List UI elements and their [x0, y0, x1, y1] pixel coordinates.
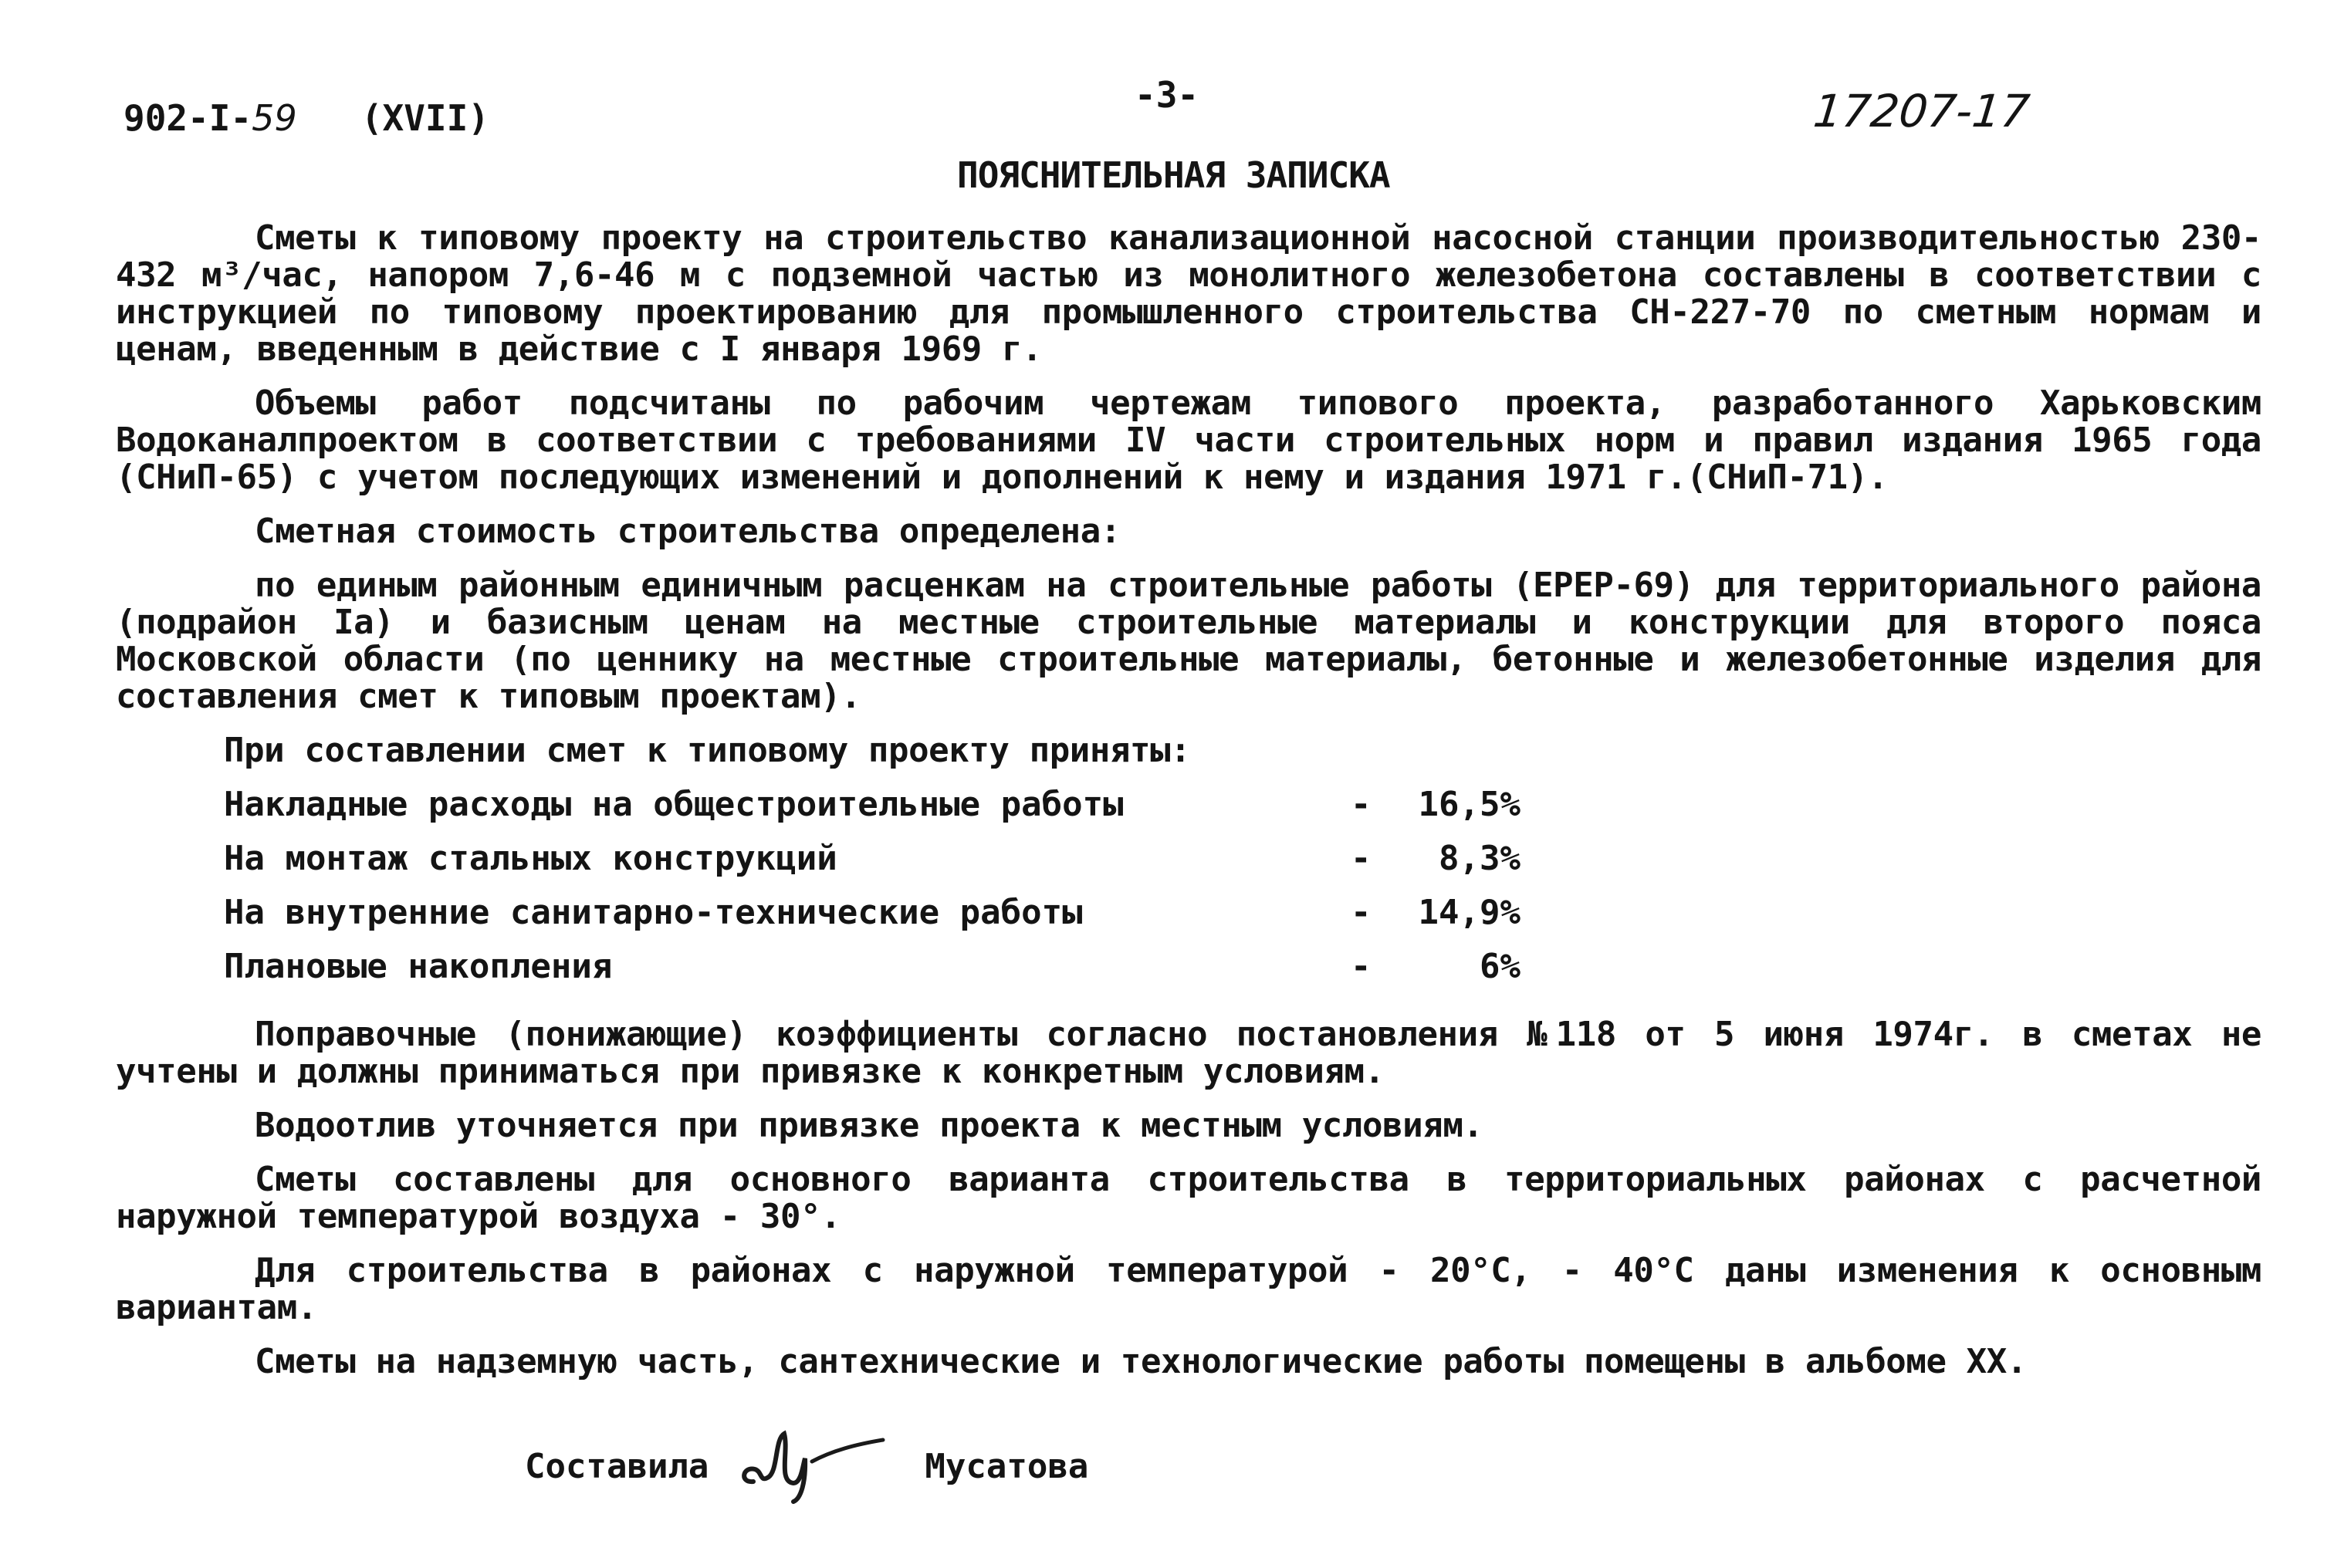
- signature-label: Составила: [525, 1446, 709, 1486]
- paragraph-9: Для строительства в районах с наружной температурой - 20°С, - 40°С даны изменения к основным вариантам.: [116, 1251, 2261, 1327]
- paragraph-7: Водоотлив уточняется при привязке проекта к местным условиям.: [255, 1106, 1483, 1145]
- project-code: [123, 97, 489, 139]
- rate-value: 6%: [1480, 947, 1520, 986]
- rate-row: [224, 894, 2261, 948]
- page-number: -3-: [1135, 74, 1199, 116]
- paragraph-1: Сметы к типовому проекту на строительство канализационной насосной станции производительностью 230-432 м³/час, напором 7,6-46 м с подземной частью из монолитного железобетона составлены в соответствии с инструкцией по типовому проектированию для промышленного строительства СН-227-70 по сметным нормам и ценам, введенным в действие с I января 1969 г.: [116, 218, 2261, 369]
- rate-value: 16,5%: [1418, 785, 1520, 824]
- rate-row: [224, 786, 2261, 840]
- rate-row: [224, 948, 2261, 1002]
- paragraph-5: При составлении смет к типовому проекту приняты:: [224, 731, 1191, 770]
- paragraph-4: по единым районным единичным расценкам на строительные работы (ЕРЕР-69) для территориального района (подрайон Iа) и базисным ценам на местные строительные материалы и конструкции для второго пояса Московской области (по ценнику на местные строительные материалы, бетонные и железобетонные изделия для составления смет к типовым проектам).: [116, 566, 2261, 716]
- project-code-number: 59: [252, 97, 297, 139]
- rate-value: 8,3%: [1439, 839, 1520, 878]
- rate-label: На монтаж стальных конструкций: [224, 839, 837, 878]
- explanatory-note-body: [116, 220, 2261, 1397]
- rate-dash: -: [1351, 839, 1372, 878]
- rate-dash: -: [1351, 893, 1372, 932]
- paragraph-3: Сметная стоимость строительства определена:: [255, 512, 1121, 551]
- rate-row: [224, 840, 2261, 894]
- rate-dash: -: [1351, 947, 1372, 986]
- rate-label: На внутренние санитарно-технические работы: [224, 893, 1083, 932]
- rate-value: 14,9%: [1418, 893, 1520, 932]
- volume-number: (XVII): [360, 97, 489, 139]
- rate-label: Накладные расходы на общестроительные работы: [224, 785, 1124, 824]
- project-code-prefix: 902-I-: [123, 97, 252, 139]
- paragraph-2: Объемы работ подсчитаны по рабочим чертежам типового проекта, разработанного Харьковским Водоканалпроектом в соответствии с требованиями IV части строительных норм и правил издания 1965 года (СНиП-65) с учетом последующих изменений и дополнений к нему и издания 1971 г.(СНиП-71).: [116, 384, 2261, 497]
- rate-label: Плановые накопления: [224, 947, 613, 986]
- page-title: ПОЯСНИТЕЛЬНАЯ ЗАПИСКА: [957, 154, 1390, 196]
- signature-block: [525, 1428, 1088, 1505]
- handwritten-signature-icon: [732, 1428, 894, 1505]
- rates-list: [224, 786, 2261, 1002]
- rate-dash: -: [1351, 785, 1372, 824]
- paragraph-10: Сметы на надземную часть, сантехнические и технологические работы помещены в альбоме XX.: [255, 1342, 2027, 1381]
- paragraph-6: Поправочные (понижающие) коэффициенты согласно постановления №118 от 5 июня 1974г. в сметах не учтены и должны приниматься при привязке к конкретным условиям.: [116, 1015, 2261, 1091]
- signatory-name: Мусатова: [925, 1446, 1089, 1486]
- document-number: 17207-17: [1811, 85, 2032, 137]
- paragraph-8: Сметы составлены для основного варианта строительства в территориальных районах с расчетной наружной температурой воздуха - 30°.: [116, 1160, 2261, 1236]
